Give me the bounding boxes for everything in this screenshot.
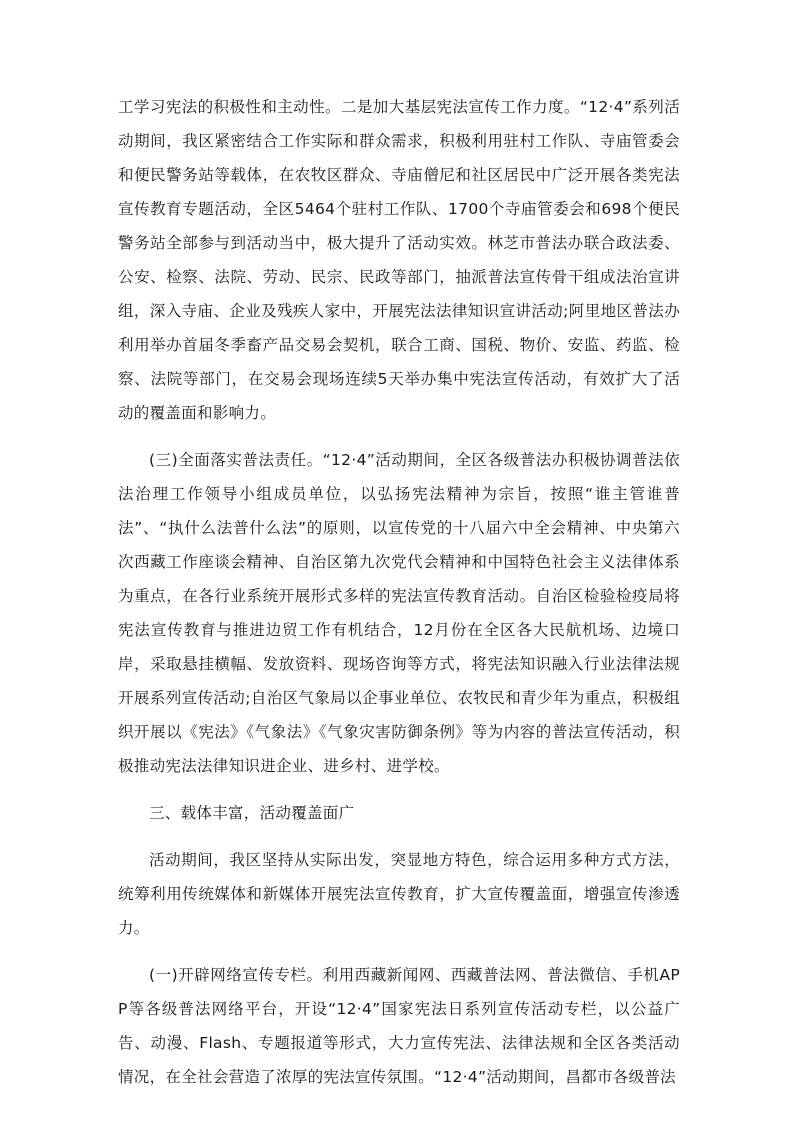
paragraph-grassroots-publicity: 工学习宪法的积极性和主动性。二是加大基层宪法宣传工作力度。“12·4”系列活动期间，我区紧密结合工作实际和群众需求，积极利用驻村工作队、寺庙管委会和便民警务站等载体，在农牧区群众、寺庙僧尼和社区居民中广泛开展各类宪法宣传教育专题活动，全区5464个驻村工作队、1700个寺庙管委会和698个便民警务站全部参与到活动当中，极大提升了活动实效。林芝市普法办联合政法委、公安、检察、法院、劳动、民宗、民政等部门，抽派普法宣传骨干组成法治宣讲组，深入寺庙、企业及残疾人家中，开展宪法法律知识宣讲活动;阿里地区普法办利用举办首届冬季畜产品交易会契机，联合工商、国税、物价、安监、药监、检察、法院等部门，在交易会现场连续5天举办集中宪法宣传活动，有效扩大了活动的覆盖面和影响力。 [118, 98, 680, 422]
section-heading-rich-carriers: 三、载体丰富，活动覆盖面广 [149, 804, 355, 822]
paragraph-online-columns: (一)开辟网络宣传专栏。利用西藏新闻网、西藏普法网、普法微信、手机APP等各级普法网络平台，开设“12·4”国家宪法日系列宣传活动专栏，以公益广告、动漫、Flash、专题报道等形式，大力宣传宪法、法律法规和全区各类活动情况，在全社会营造了浓厚的宪法宣传氛围。“12·4”活动期间，昌都市各级普法 [118, 966, 680, 1086]
document-body [118, 90, 680, 1107]
paragraph-activity-overview: 活动期间，我区坚持从实际出发，突显地方特色，综合运用多种方式方法，统筹利用传统媒体和新媒体开展宪法宣传教育，扩大宣传覆盖面，增强宣传渗透力。 [118, 851, 680, 937]
paragraph-legal-responsibility: (三)全面落实普法责任。“12·4”活动期间，全区各级普法办积极协调普法依法治理工作领导小组成员单位，以弘扬宪法精神为宗旨，按照“谁主管谁普法”、“执什么法普什么法”的原则，以宣传党的十八届六中全会精神、中央第六次西藏工作座谈会精神、自治区第九次党代会精神和中国特色社会主义法律体系为重点，在各行业系统开展形式多样的宪法宣传教育活动。自治区检验检疫局将宪法宣传教育与推进边贸工作有机结合，12月份在全区各大民航机场、边境口岸，采取悬挂横幅、发放资料、现场咨询等方式，将宪法知识融入行业法律法规开展系列宣传活动;自治区气象局以企事业单位、农牧民和青少年为重点，积极组织开展以《宪法》《气象法》《气象灾害防御条例》等为内容的普法宣传活动，积极推动宪法法律知识进企业、进乡村、进学校。 [118, 451, 680, 775]
